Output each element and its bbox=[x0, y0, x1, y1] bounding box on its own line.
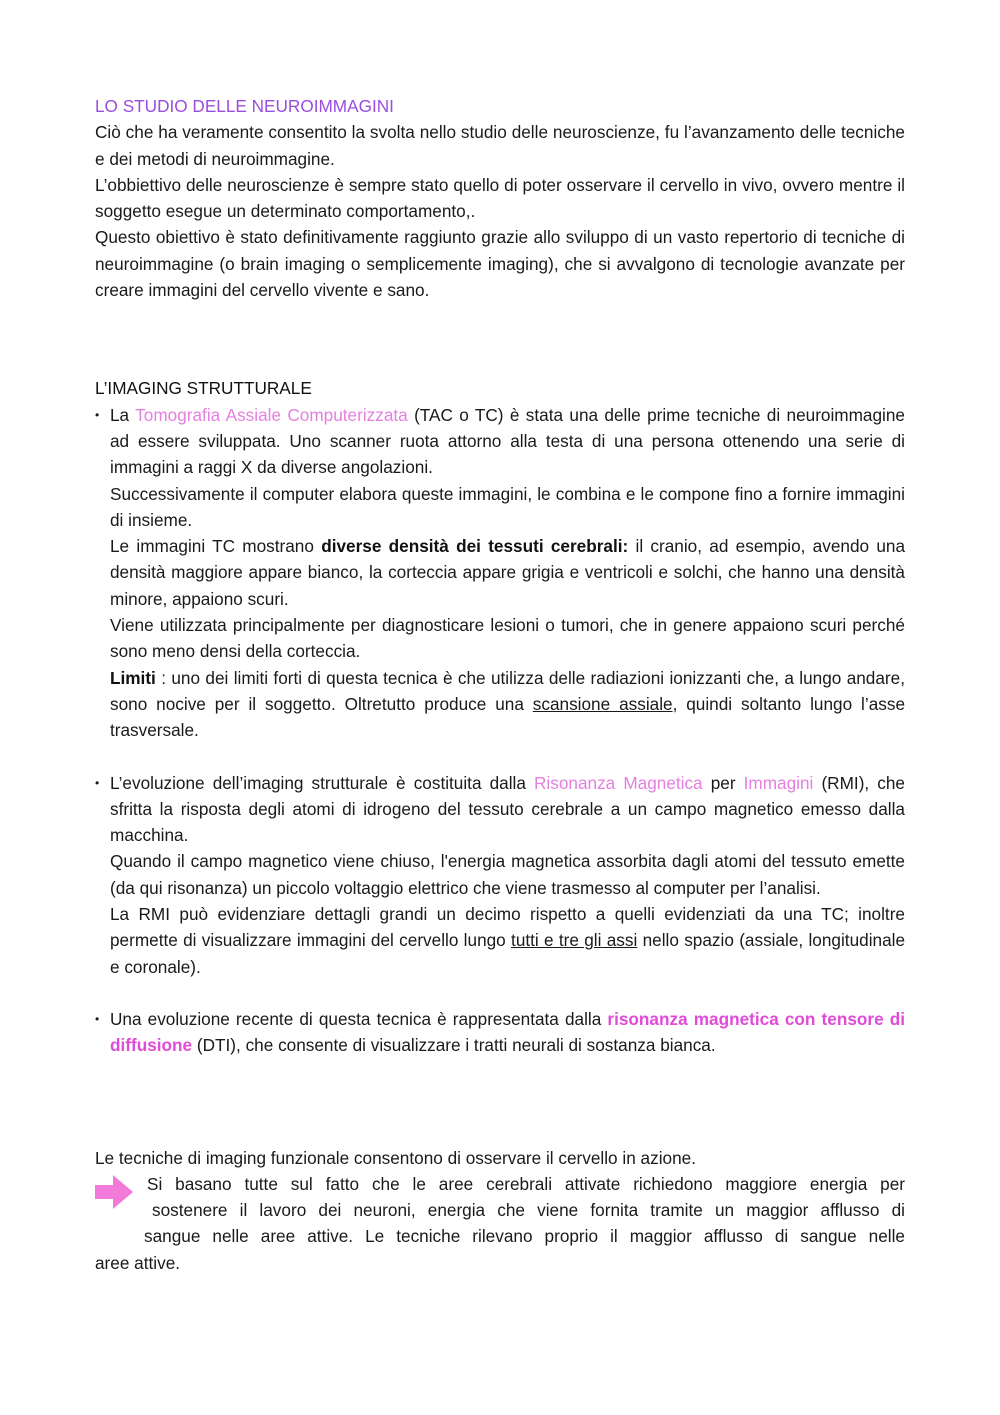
bold-term-limits: Limiti bbox=[110, 667, 156, 688]
paragraph: Viene utilizzata principalmente per diagnosticare lesioni o tumori, che in genere appaiono scuri perché sono meno densi della corteccia. bbox=[110, 615, 905, 662]
highlight-term-tac: Tomografia Assiale Computerizzata bbox=[135, 404, 408, 425]
paragraph: Successivamente il computer elabora queste immagini, le combina e le compone fino a fornire immagini di insieme. bbox=[110, 483, 905, 530]
paragraph-line: sangue nelle aree attive. Le tecniche rilevano proprio il maggior afflusso di sangue nelle bbox=[144, 1226, 905, 1247]
paragraph-line: sostenere il lavoro dei neuroni, energia che viene fornita tramite un maggior afflusso di bbox=[152, 1200, 905, 1221]
text-span: (RMI), che sfritta la risposta degli atomi di idrogeno del tessuto cerebrale a un campo magnetico emesso dalla macchina. bbox=[110, 772, 905, 846]
text-span: il cranio, ad esempio, avendo una densità maggiore appare bianco, la corteccia appare grigia e ventricoli e solchi, che hanno una densità minore, appaiono scuri. bbox=[110, 536, 906, 609]
paragraph-line: Si basano tutte sul fatto che le aree cerebrali attivate richiedono maggiore energia per bbox=[147, 1173, 905, 1194]
paragraph-line: aree attive. bbox=[95, 1252, 181, 1273]
text-span: per bbox=[702, 772, 744, 793]
text-span: : uno dei limiti forti di questa tecnica è che utilizza delle radiazioni ionizzanti che, a lungo andare, sono nocive per il soggetto. Oltretutto produce una bbox=[110, 667, 905, 714]
bullet-icon: • bbox=[95, 775, 100, 790]
highlight-term-dti: risonanza magnetica con tensore di diffusione bbox=[110, 1008, 906, 1056]
arrow-paragraph bbox=[95, 1171, 905, 1276]
highlight-term-immagini: Immagini bbox=[743, 772, 814, 793]
list-item-dti bbox=[95, 1006, 905, 1059]
paragraph bbox=[110, 1006, 905, 1059]
section-title-structural-imaging: L’IMAGING STRUTTURALE bbox=[95, 378, 312, 399]
list-item-tac bbox=[95, 402, 905, 744]
paragraph: L’obbiettivo delle neuroscienze è sempre stato quello di poter osservare il cervello in vivo, ovvero mentre il soggetto esegue un determinato comportamento,. bbox=[95, 174, 905, 222]
paragraph: Questo obiettivo è stato definitivamente raggiunto grazie allo sviluppo di un vasto repertorio di tecniche di neuroimmagine (o brain imaging o semplicemente imaging), che si avvalgono di tecnologie avanzate per creare immagini del cervello vivente e sano. bbox=[95, 227, 905, 301]
paragraph bbox=[110, 665, 905, 744]
text-span: Una evoluzione recente di questa tecnica è rappresentata dalla bbox=[110, 1008, 608, 1029]
arrow-right-icon bbox=[95, 1175, 133, 1209]
text-span: nello spazio (assiale, longitudinale e coronale). bbox=[110, 930, 906, 977]
paragraph: Le tecniche di imaging funzionale consentono di osservare il cervello in azione. bbox=[95, 1147, 696, 1168]
paragraph bbox=[110, 770, 905, 849]
text-span: Le immagini TC mostrano bbox=[110, 536, 322, 557]
underlined-term-axes: tutti e tre gli assi bbox=[511, 930, 638, 951]
text-span: L’evoluzione dell’imaging strutturale è costituita dalla bbox=[110, 772, 535, 793]
underlined-term-axial: scansione assiale bbox=[532, 693, 673, 714]
section-title-neuroimaging: LO STUDIO DELLE NEUROIMMAGINI bbox=[95, 96, 394, 116]
text-span: (DTI), che consente di visualizzare i tratti neurali di sostanza bianca. bbox=[192, 1035, 716, 1056]
text-span: (TAC o TC) è stata una delle prime tecniche di neuroimmagine ad essere sviluppata. Uno scanner ruota attorno alla testa di una persona ottenendo una serie di immagini a raggi X da diverse angolazioni. bbox=[110, 404, 905, 478]
text-span: , quindi soltanto lungo l’asse trasversale. bbox=[110, 693, 905, 741]
highlight-term-risonanza: Risonanza Magnetica bbox=[534, 772, 703, 793]
paragraph bbox=[110, 402, 905, 481]
paragraph bbox=[110, 901, 905, 980]
paragraph: Ciò che ha veramente consentito la svolta nello studio delle neuroscienze, fu l’avanzamento delle tecniche e dei metodi di neuroimmagine. bbox=[95, 122, 905, 169]
paragraph bbox=[110, 533, 905, 612]
paragraph: Quando il campo magnetico viene chiuso, l'energia magnetica assorbita dagli atomi del tessuto emette (da qui risonanza) un piccolo voltaggio elettrico che viene trasmesso al computer per l’analisi. bbox=[110, 851, 905, 898]
bold-term-density: diverse densità dei tessuti cerebrali: bbox=[321, 536, 629, 557]
text-span: La bbox=[110, 404, 136, 425]
text-span: La RMI può evidenziare dettagli grandi un decimo rispetto a quelli evidenziati da una TC; inoltre permette di visualizzare immagini del cervello lungo bbox=[110, 904, 905, 951]
bullet-icon: • bbox=[95, 1011, 100, 1026]
list-item-rmi bbox=[95, 770, 905, 980]
bullet-icon: • bbox=[95, 407, 100, 422]
document-page bbox=[95, 93, 905, 1276]
